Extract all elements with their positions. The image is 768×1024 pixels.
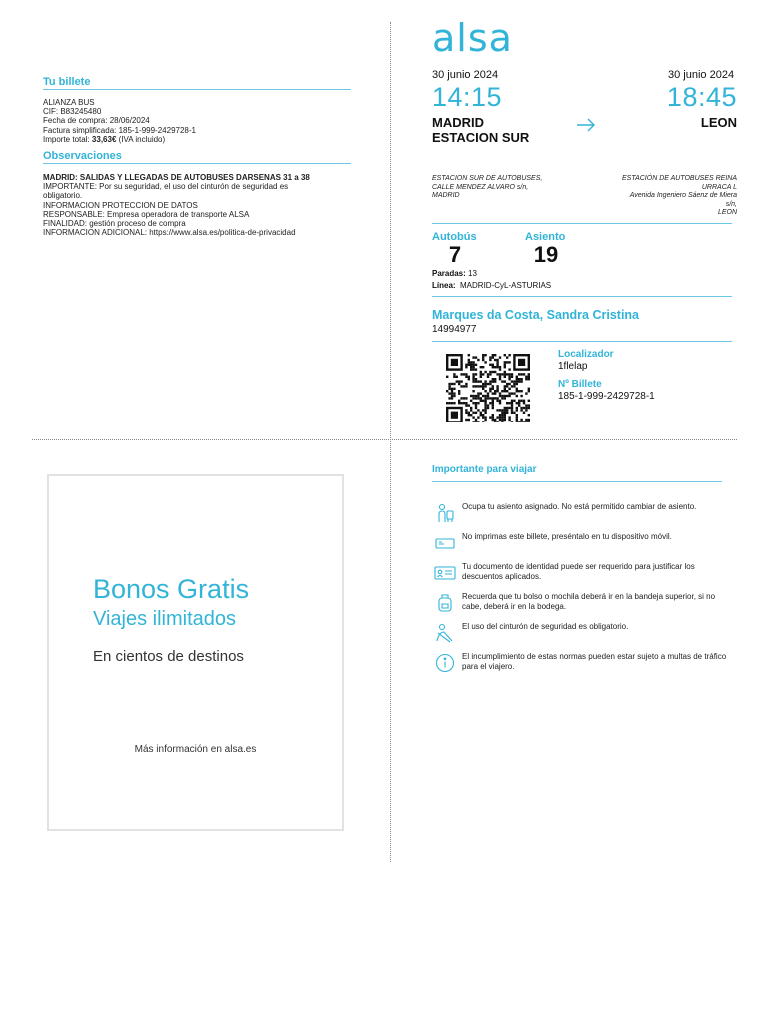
issuer-cif: CIF: B83245480 [43, 107, 102, 117]
observations-title: Observaciones [43, 150, 122, 162]
privacy-link[interactable]: INFORMACION ADICIONAL: https://www.alsa.es/politica-de-privacidad [43, 228, 296, 238]
seat-number: 19 [533, 242, 559, 267]
issuer-name: ALIANZA BUS [43, 98, 95, 107]
promo-more-info[interactable]: Más información en alsa.es [134, 744, 257, 755]
travel-rules-rule [432, 481, 722, 482]
bus-number: 7 [448, 242, 462, 267]
alsa-logo [432, 20, 538, 61]
passenger-id: 14994977 [432, 324, 477, 335]
id-card-icon [434, 562, 456, 584]
ticket-info-rule [43, 89, 351, 90]
observations-rule [43, 163, 351, 164]
ticket-number-value: 185-1-999-2429728-1 [558, 391, 655, 402]
invoice-number: Factura simplificada: 185-1-999-2429728-1 [43, 125, 196, 135]
stops-count: Paradas: 13 [432, 269, 477, 278]
observation-line: FINALIDAD: gestión proceso de compra [43, 219, 186, 229]
arrival-time: 18:45 [666, 82, 737, 112]
locator-value: 1flelap [558, 361, 588, 372]
arrival-address: ESTACIÓN DE AUTOBUSES REINA URRACA L Avenida Ingeniero Sáenz de Miera s/n, LEON [621, 175, 737, 216]
observations-block [43, 173, 353, 237]
promo-subtitle: Viajes ilimitados [93, 608, 237, 630]
passenger-name: Marques da Costa, Sandra Cristina [432, 308, 640, 322]
rule-text: Tu documento de identidad puede ser requerido para justificar los descuentos aplicados. [462, 562, 695, 581]
travel-rules-title: Importante para viajar [432, 464, 537, 475]
seat-icon [434, 502, 456, 524]
backpack-icon [434, 592, 456, 614]
seat-rule [432, 296, 732, 297]
arrival-city: LEON [700, 115, 737, 130]
route-line: Línea: MADRID-CyL-ASTURIAS [432, 281, 552, 290]
departure-address: ESTACION SUR DE AUTOBUSES, CALLE MENDEZ ALVARO s/n, MADRID [432, 175, 543, 199]
departure-city: MADRID ESTACION SUR [432, 115, 530, 145]
arrival-date: 30 junio 2024 [668, 69, 735, 81]
observation-line: RESPONSABLE: Empresa operadora de transporte ALSA [43, 209, 250, 219]
trip-rule [432, 223, 732, 224]
arrow-right-icon [576, 118, 596, 137]
seatbelt-icon [434, 622, 456, 644]
ticket-info-block [43, 98, 196, 144]
rule-text: Ocupa tu asiento asignado. No está permitido cambiar de asiento. [462, 502, 697, 511]
ticket-info-title: Tu billete [43, 76, 91, 88]
rule-text: Recuerda que tu bolso o mochila deberá ir en la bandeja superior, si no cabe, deberá ir en la bodega. [462, 592, 716, 611]
promo-tagline: En cientos de destinos [93, 648, 244, 665]
rule-text: El incumplimiento de estas normas pueden estar sujeto a multas de tráfico para el viajero. [462, 652, 727, 671]
departure-date: 30 junio 2024 [432, 69, 499, 81]
vertical-fold-line [390, 22, 391, 862]
observation-line: INFORMACION PROTECCION DE DATOS [43, 200, 198, 210]
rule-text: No imprimas este billete, preséntalo en tu dispositivo móvil. [462, 532, 672, 541]
observation-line: obligatorio. [43, 191, 83, 201]
observation-docks: MADRID: SALIDAS Y LLEGADAS DE AUTOBUSES DARSENAS 31 a 38 [43, 173, 310, 182]
departure-time: 14:15 [432, 82, 503, 112]
bus-label: Autobús [432, 231, 477, 243]
info-icon [434, 652, 456, 674]
rule-text: El uso del cinturón de seguridad es obligatorio. [462, 622, 629, 631]
observation-line: IMPORTANTE: Por su seguridad, el uso del cinturón de seguridad es [43, 182, 289, 192]
ticket-number-label: Nº Billete [558, 379, 602, 390]
purchase-date: Fecha de compra: 28/06/2024 [43, 116, 150, 126]
total-amount: Importe total: 33,63€ (IVA incluido) [43, 134, 166, 144]
horizontal-fold-line [32, 439, 737, 440]
promo-title: Bonos Gratis [93, 574, 250, 604]
seat-label: Asiento [525, 231, 566, 243]
svg-text:alsa: alsa [432, 20, 513, 56]
qr-code [446, 354, 530, 427]
passenger-rule [432, 341, 732, 342]
promo-banner[interactable] [47, 474, 344, 831]
locator-label: Localizador [558, 349, 614, 360]
ticket-icon [434, 532, 456, 554]
